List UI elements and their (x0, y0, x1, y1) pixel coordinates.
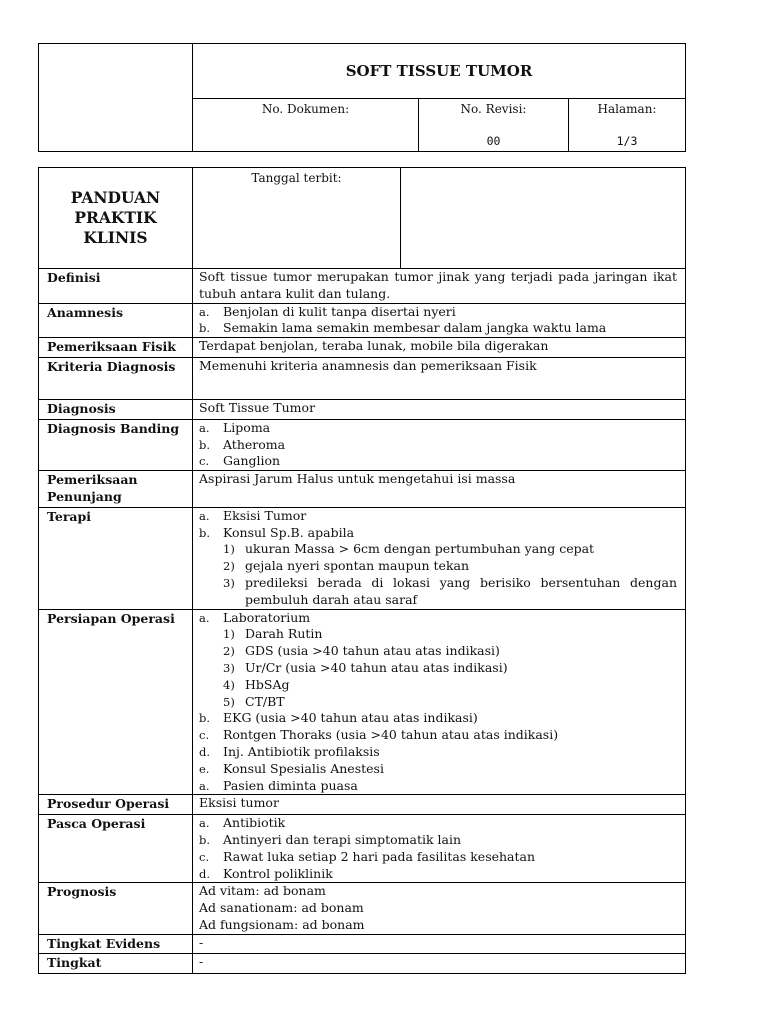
label-terapi: Terapi (39, 507, 193, 609)
prognosis-line: Ad fungsionam: ad bonam (199, 916, 365, 932)
list-item (199, 437, 677, 454)
list-text: Antibiotik (223, 815, 286, 831)
list-item (199, 710, 677, 727)
content-kriteria-diagnosis: Memenuhi kriteria anamnesis dan pemeriksaan Fisik (193, 357, 686, 399)
list-marker: 4) (223, 677, 235, 692)
list-text: Rawat luka setiap 2 hari pada fasilitas kesehatan (223, 848, 536, 864)
ppk-title-line: KLINIS (83, 228, 148, 247)
list-text: EKG (usia >40 tahun atau atas indikasi) (223, 710, 478, 726)
label-diagnosis: Diagnosis (39, 399, 193, 419)
list-text: Lipoma (223, 419, 271, 435)
label-pasca-operasi: Pasca Operasi (39, 815, 193, 883)
list-text: Antinyeri dan terapi simptomatik lain (223, 831, 462, 847)
list-marker: a. (199, 610, 210, 625)
no-revisi-label: No. Revisi: (460, 102, 527, 116)
content-prosedur-operasi: Eksisi tumor (193, 795, 686, 815)
list-item (199, 832, 677, 849)
label-persiapan-operasi: Persiapan Operasi (39, 609, 193, 795)
sub-list-item (199, 694, 677, 711)
row-tingkat (39, 954, 686, 974)
content-persiapan-operasi (193, 609, 686, 795)
list-marker: b. (199, 437, 211, 452)
list-marker: 1) (223, 627, 235, 642)
list-marker: d. (199, 866, 211, 881)
list-item (199, 304, 677, 321)
row-pasca-operasi (39, 815, 686, 883)
list-marker: 1) (223, 542, 235, 557)
list-marker: 5) (223, 694, 235, 709)
tanggal-terbit-label: Tanggal terbit: (251, 171, 342, 185)
content-terapi (193, 507, 686, 609)
no-revisi-cell (419, 99, 569, 152)
list-text: Kontrol poliklinik (223, 865, 333, 881)
row-diagnosis-banding (39, 419, 686, 470)
list-item (199, 420, 677, 437)
list-item (199, 849, 677, 866)
sub-list-item (199, 677, 677, 694)
list-item (199, 727, 677, 744)
list-marker: e. (199, 761, 210, 776)
content-diagnosis: Soft Tissue Tumor (193, 399, 686, 419)
document-header-table (38, 43, 686, 152)
list-text: Rontgen Thoraks (usia >40 tahun atau atas indikasi) (223, 727, 559, 743)
ppk-title-line: PANDUAN (70, 188, 161, 207)
list-text: Semakin lama semakin membesar dalam jangka waktu lama (223, 320, 607, 336)
logo-cell (39, 44, 193, 152)
list-text: GDS (usia >40 tahun atau atas indikasi) (245, 643, 500, 659)
list-item (199, 525, 677, 542)
content-pemeriksaan-penunjang: Aspirasi Jarum Halus untuk mengetahui isi massa (193, 471, 686, 508)
list-text: Pasien diminta puasa (223, 777, 358, 793)
prognosis-line: Ad vitam: ad bonam (199, 883, 326, 899)
list-text: CT/BT (245, 693, 285, 709)
list-marker: b. (199, 525, 211, 540)
document-title: SOFT TISSUE TUMOR (193, 44, 686, 99)
label-tingkat-evidens: Tingkat Evidens (39, 934, 193, 954)
list-text: HbSAg (245, 676, 290, 692)
sub-list-item (199, 575, 677, 609)
list-marker: b. (199, 321, 211, 336)
list-item (199, 761, 677, 778)
signature-cell (401, 168, 686, 269)
no-revisi-value: 00 (486, 133, 501, 148)
label-anamnesis: Anamnesis (39, 303, 193, 338)
list-marker: a. (199, 508, 210, 523)
row-pemeriksaan-fisik (39, 338, 686, 358)
content-anamnesis (193, 303, 686, 338)
row-pemeriksaan-penunjang (39, 471, 686, 508)
row-definisi (39, 269, 686, 304)
content-tingkat: - (193, 954, 686, 974)
list-marker: b. (199, 711, 211, 726)
sub-list-item (199, 558, 677, 575)
list-text: Atheroma (223, 436, 286, 452)
list-text: Ganglion (223, 453, 281, 469)
list-marker: a. (199, 304, 210, 319)
row-persiapan-operasi (39, 609, 686, 795)
row-prosedur-operasi (39, 795, 686, 815)
sub-list-item (199, 541, 677, 558)
ppk-title-line: PRAKTIK (74, 208, 157, 227)
label-prognosis: Prognosis (39, 883, 193, 934)
label-line: Pemeriksaan (47, 472, 138, 488)
list-text: predileksi berada di lokasi yang berisiko bersentuhan dengan pembuluh darah atau saraf (245, 574, 677, 607)
list-item (199, 610, 677, 627)
row-prognosis (39, 883, 686, 934)
row-anamnesis (39, 303, 686, 338)
list-text: gejala nyeri spontan maupun tekan (245, 558, 470, 574)
list-text: Konsul Spesialis Anestesi (223, 760, 384, 776)
label-tingkat: Tingkat (39, 954, 193, 974)
list-text: Eksisi Tumor (223, 507, 307, 523)
label-line: Penunjang (47, 488, 122, 504)
list-marker: 3) (223, 660, 235, 675)
row-kriteria-diagnosis (39, 357, 686, 399)
row-diagnosis (39, 399, 686, 419)
clinical-guideline-table (38, 167, 686, 974)
list-item (199, 778, 677, 795)
list-item (199, 508, 677, 525)
ppk-row (39, 168, 686, 269)
list-text: Darah Rutin (245, 626, 323, 642)
halaman-value: 1/3 (616, 133, 638, 148)
sub-list-item (199, 626, 677, 643)
list-item (199, 320, 677, 337)
row-terapi (39, 507, 686, 609)
list-item (199, 815, 677, 832)
list-marker: c. (199, 728, 210, 743)
content-diagnosis-banding (193, 419, 686, 470)
list-item (199, 866, 677, 883)
list-marker: d. (199, 744, 211, 759)
list-marker: c. (199, 849, 210, 864)
list-marker: 2) (223, 644, 235, 659)
no-dokumen-label: No. Dokumen: (261, 102, 350, 116)
list-text: Benjolan di kulit tanpa disertai nyeri (223, 303, 456, 319)
label-kriteria-diagnosis: Kriteria Diagnosis (39, 357, 193, 399)
list-marker: a. (199, 816, 210, 831)
list-marker: c. (199, 454, 210, 469)
list-marker: 2) (223, 559, 235, 574)
list-marker: a. (199, 778, 210, 793)
list-marker: 3) (223, 575, 235, 590)
list-text: Inj. Antibiotik profilaksis (223, 743, 380, 759)
label-pemeriksaan-penunjang (39, 471, 193, 508)
list-text: ukuran Massa > 6cm dengan pertumbuhan yang cepat (245, 541, 595, 557)
content-tingkat-evidens: - (193, 934, 686, 954)
content-definisi: Soft tissue tumor merupakan tumor jinak yang terjadi pada jaringan ikat tubuh antara kulit dan tulang. (193, 269, 686, 304)
label-diagnosis-banding: Diagnosis Banding (39, 419, 193, 470)
label-definisi: Definisi (39, 269, 193, 304)
list-item (199, 453, 677, 470)
content-pasca-operasi (193, 815, 686, 883)
halaman-label: Halaman: (597, 102, 657, 116)
sub-list-item (199, 660, 677, 677)
content-prognosis (193, 883, 686, 934)
no-dokumen-cell (193, 99, 419, 152)
label-prosedur-operasi: Prosedur Operasi (39, 795, 193, 815)
prognosis-line: Ad sanationam: ad bonam (199, 900, 364, 916)
list-marker: b. (199, 832, 211, 847)
list-marker: a. (199, 420, 210, 435)
list-text: Ur/Cr (usia >40 tahun atau atas indikasi) (245, 659, 508, 675)
label-pemeriksaan-fisik: Pemeriksaan Fisik (39, 338, 193, 358)
ppk-title (39, 168, 193, 269)
list-item (199, 744, 677, 761)
row-tingkat-evidens (39, 934, 686, 954)
content-pemeriksaan-fisik: Terdapat benjolan, teraba lunak, mobile bila digerakan (193, 338, 686, 358)
tanggal-terbit-cell (193, 168, 401, 269)
halaman-cell (569, 99, 686, 152)
sub-list-item (199, 643, 677, 660)
list-text: Laboratorium (223, 609, 311, 625)
list-text: Konsul Sp.B. apabila (223, 524, 355, 540)
